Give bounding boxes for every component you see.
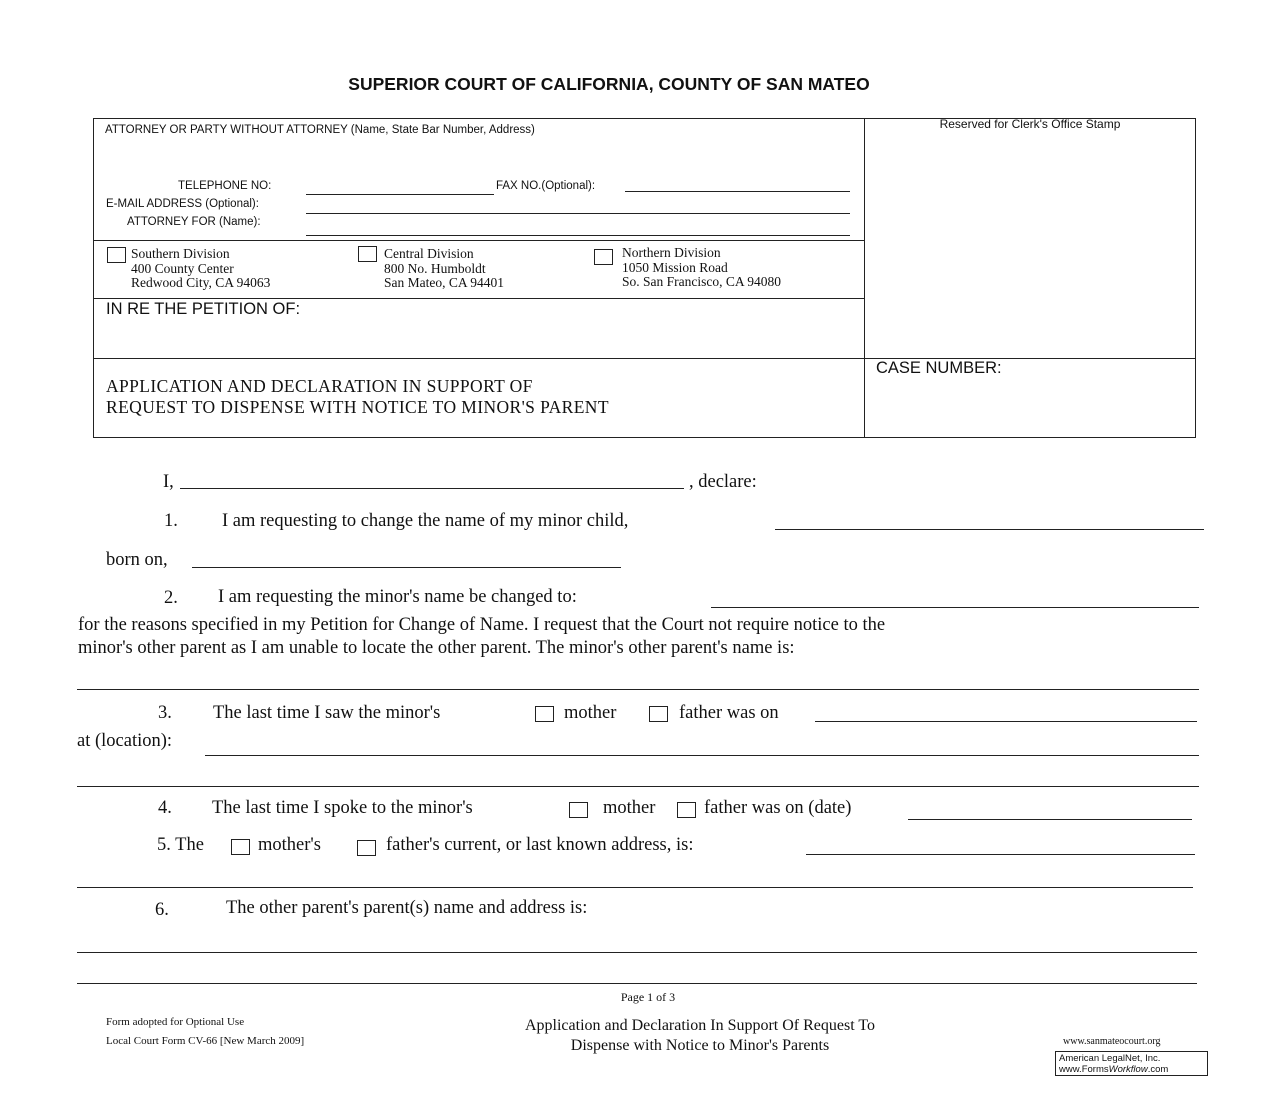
legalnet-url-prefix: www.Forms: [1059, 1064, 1109, 1075]
item-3-mother-checkbox[interactable]: [535, 706, 554, 722]
page-number: Page 1 of 3: [620, 990, 676, 1004]
clerk-stamp-label: Reserved for Clerk's Office Stamp: [939, 117, 1121, 131]
email-field[interactable]: [306, 213, 850, 214]
item-3-father-checkbox[interactable]: [649, 706, 668, 722]
new-name-field[interactable]: [711, 607, 1199, 608]
item-1-number: 1.: [164, 511, 178, 531]
email-label: E-MAIL ADDRESS (Optional):: [106, 198, 259, 210]
other-parent-name-field[interactable]: [77, 689, 1199, 690]
telephone-label: TELEPHONE NO:: [178, 180, 272, 192]
attorney-label: ATTORNEY OR PARTY WITHOUT ATTORNEY (Name, State Bar Number, Address): [105, 124, 535, 136]
legalnet-url-suffix: .com: [1147, 1064, 1169, 1075]
item-5-mother-label: mother's: [258, 835, 321, 855]
item-3-text: The last time I saw the minor's: [213, 703, 441, 723]
last-seen-date-field[interactable]: [815, 721, 1197, 722]
central-division-name: Central Division: [384, 246, 474, 261]
southern-division-name: Southern Division: [131, 246, 230, 261]
declarant-name-field[interactable]: [180, 488, 684, 489]
item-6-number: 6.: [155, 900, 169, 920]
northern-division-checkbox[interactable]: [594, 249, 613, 265]
born-on-field[interactable]: [192, 567, 621, 568]
attorney-for-field[interactable]: [306, 235, 850, 236]
form-title-line-1: APPLICATION AND DECLARATION IN SUPPORT OF: [106, 376, 533, 396]
court-title: SUPERIOR COURT OF CALIFORNIA, COUNTY OF SAN MATEO: [348, 74, 870, 94]
item-4-text: The last time I spoke to the minor's: [212, 798, 473, 818]
declare-suffix: , declare:: [689, 472, 757, 492]
last-spoke-date-field[interactable]: [908, 819, 1192, 820]
central-division: [384, 247, 504, 291]
footer-form-title: [400, 1016, 1000, 1055]
grandparents-field-2[interactable]: [77, 983, 1197, 984]
central-division-checkbox[interactable]: [358, 246, 377, 262]
southern-division-address-2: Redwood City, CA 94063: [131, 275, 271, 290]
item-3-location-label: at (location):: [77, 731, 173, 751]
reasons-line-2: minor's other parent as I am unable to locate the other parent. The minor's other parent's name is:: [78, 638, 795, 658]
case-number-label: CASE NUMBER:: [876, 359, 1002, 377]
item-5-father-label: father's current, or last known address, is:: [386, 835, 694, 855]
item-3-father-label: father was on: [679, 703, 779, 723]
northern-division: [622, 246, 781, 290]
item-5-mother-checkbox[interactable]: [231, 839, 250, 855]
item-2-text: I am requesting the minor's name be changed to:: [218, 587, 577, 607]
petition-label: IN RE THE PETITION OF:: [106, 300, 301, 318]
item-5-father-checkbox[interactable]: [357, 840, 376, 856]
item-4-mother-label: mother: [603, 798, 656, 818]
form-title: [106, 376, 609, 418]
american-legalnet-logo: [1055, 1051, 1208, 1076]
court-website: www.sanmateocourt.org: [1063, 1036, 1161, 1047]
central-division-address-2: San Mateo, CA 94401: [384, 275, 504, 290]
last-seen-location-field[interactable]: [205, 755, 1199, 756]
southern-division: [131, 247, 270, 291]
northern-division-address-2: So. San Francisco, CA 94080: [622, 274, 782, 289]
attorney-for-label: ATTORNEY FOR (Name):: [127, 216, 261, 228]
northern-division-address-1: 1050 Mission Road: [622, 259, 728, 275]
northern-division-name: Northern Division: [622, 245, 721, 260]
central-division-address-1: 800 No. Humboldt: [384, 260, 486, 276]
item-3-mother-label: mother: [564, 703, 617, 723]
legalnet-url-italic: Workflow: [1108, 1064, 1148, 1075]
minor-child-name-field[interactable]: [775, 529, 1204, 530]
telephone-field[interactable]: [306, 194, 494, 195]
footer-title-line-2: Dispense with Notice to Minor's Parents: [570, 1036, 830, 1054]
fax-label: FAX NO.(Optional):: [496, 180, 596, 192]
item-4-father-label: father was on (date): [704, 798, 852, 818]
last-seen-location-field-2[interactable]: [77, 786, 1199, 787]
item-2-number: 2.: [164, 588, 178, 608]
parent-address-field-2[interactable]: [77, 887, 1193, 888]
fax-field[interactable]: [625, 191, 850, 192]
item-4-number: 4.: [158, 798, 172, 818]
declare-prefix: I,: [163, 472, 174, 492]
legalnet-url: [1059, 1064, 1204, 1075]
born-on-label: born on,: [106, 550, 168, 570]
legalnet-name: American LegalNet, Inc.: [1059, 1053, 1161, 1064]
item-5-prefix: 5. The: [157, 835, 204, 855]
item-4-father-checkbox[interactable]: [677, 802, 696, 818]
item-4-mother-checkbox[interactable]: [569, 802, 588, 818]
item-6-text: The other parent's parent(s) name and address is:: [226, 898, 588, 918]
reasons-line-1: for the reasons specified in my Petition for Change of Name. I request that the Court not require notice to the: [78, 615, 886, 635]
item-1-text: I am requesting to change the name of my minor child,: [222, 511, 629, 531]
form-title-line-2: REQUEST TO DISPENSE WITH NOTICE TO MINOR'S PARENT: [106, 397, 609, 417]
parent-address-field[interactable]: [806, 854, 1195, 855]
form-number: Local Court Form CV-66 [New March 2009]: [106, 1035, 305, 1047]
footer-title-line-1: Application and Declaration In Support Of Request To: [524, 1017, 876, 1034]
item-3-number: 3.: [158, 703, 172, 723]
southern-division-address-1: 400 County Center: [131, 260, 234, 276]
form-adopted: Form adopted for Optional Use: [106, 1016, 245, 1028]
grandparents-field-1[interactable]: [77, 952, 1197, 953]
southern-division-checkbox[interactable]: [107, 247, 126, 263]
